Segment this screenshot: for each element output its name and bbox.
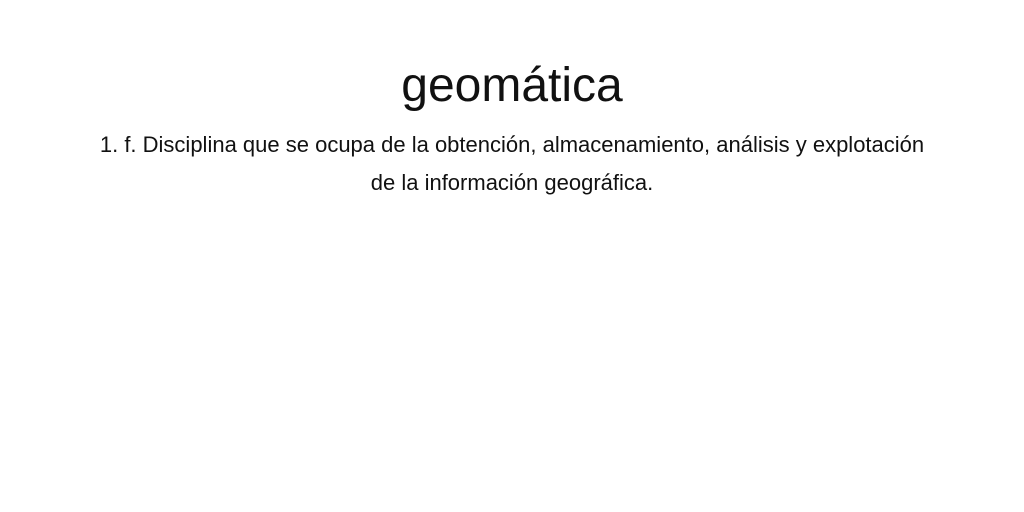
definition-text: 1. f. Disciplina que se ocupa de la obtención, almacenamiento, análisis y explotación de la información geográfica.: [99, 132, 925, 195]
headword: geomática: [401, 59, 623, 112]
